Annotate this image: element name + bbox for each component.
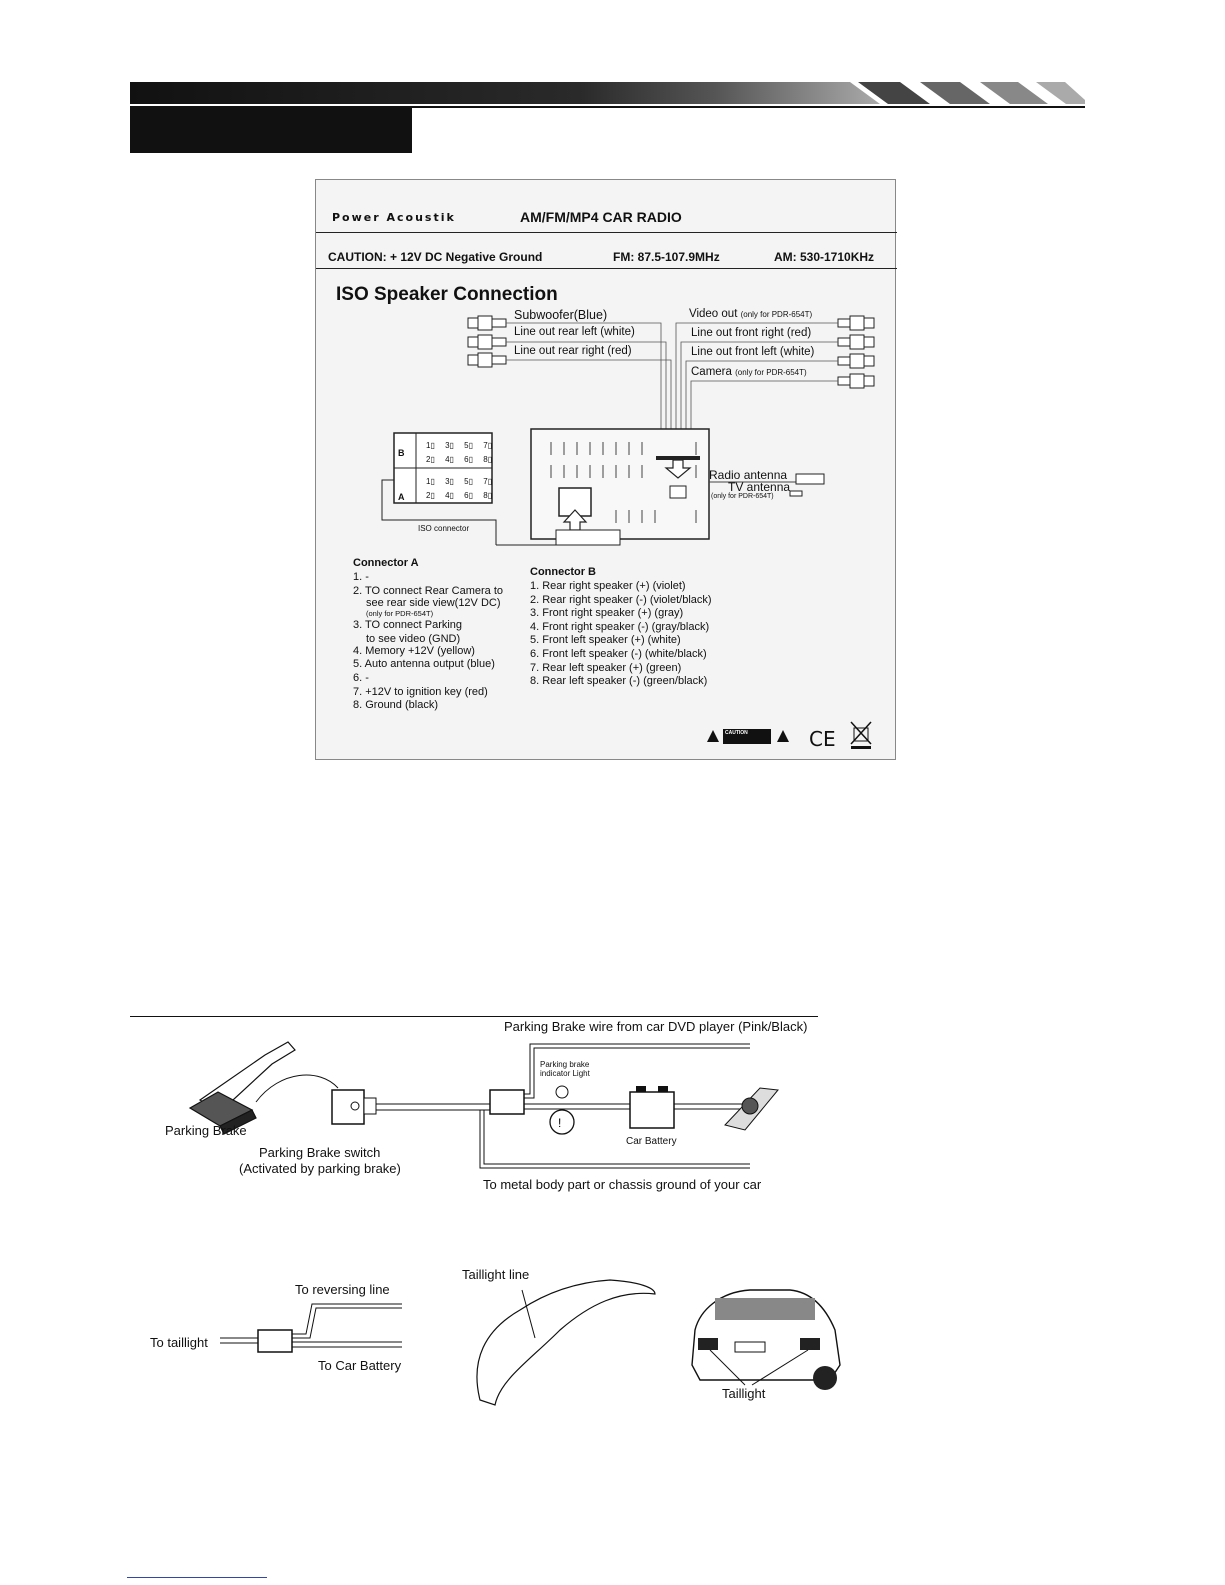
list-item: 5. Auto antenna output (blue) <box>353 658 495 671</box>
brand-logo: Power Acoustik <box>332 211 456 224</box>
trunk-icon <box>477 1280 655 1405</box>
list-item: 4. Memory +12V (yellow) <box>353 644 475 657</box>
video-out-text: Video out <box>689 308 738 320</box>
pin: 4 <box>445 491 450 500</box>
tv-antenna-note: (only for PDR-654T) <box>711 493 774 500</box>
list-item: (only for PDR-654T) <box>366 609 434 619</box>
iso-connector-label: ISO connector <box>418 524 470 533</box>
pb-battery-label: Car Battery <box>626 1136 677 1147</box>
list-item: 5. Front left speaker (+) (white) <box>530 634 681 647</box>
pin: 5 <box>464 441 469 450</box>
pins-a-bottom: 2▯ 4▯ 6▯ 8▯ <box>426 491 493 500</box>
list-item: 7. +12V to ignition key (red) <box>353 685 488 698</box>
battery-out-label: To Car Battery <box>318 1358 402 1373</box>
antenna-plug-icon <box>796 474 824 484</box>
warning-triangle-icon <box>777 730 789 742</box>
am-range: AM: 530-1710KHz <box>774 250 875 264</box>
section-title: ISO Speaker Connection <box>336 284 558 305</box>
fm-range: FM: 87.5-107.9MHz <box>613 250 720 264</box>
camera-text: Camera <box>691 366 732 378</box>
list-item: 6. - <box>353 671 369 684</box>
warning-triangle-icon <box>707 730 719 742</box>
header-band <box>130 82 1085 104</box>
connector-a-list <box>353 571 503 713</box>
taillight-line-label: Taillight line <box>462 1267 530 1282</box>
reversing-label: To reversing line <box>295 1282 390 1297</box>
rca-plug-icon <box>468 316 506 367</box>
connector-a-title: Connector A <box>353 557 419 569</box>
video-out-note: (only for PDR-654T) <box>740 310 813 319</box>
front-right-label: Line out front right (red) <box>691 327 812 339</box>
pin: 3 <box>445 477 450 486</box>
head-unit-rear <box>531 429 709 539</box>
pin: 2 <box>426 455 431 464</box>
pin: 8 <box>483 455 488 464</box>
list-item: 7. Rear left speaker (+) (green) <box>530 661 682 674</box>
taillight-in-label: To taillight <box>150 1335 208 1350</box>
radio-antenna-label: Radio antenna <box>709 468 788 482</box>
pb-switch-note: (Activated by parking brake) <box>239 1161 401 1176</box>
pin: 1 <box>426 441 431 450</box>
list-item: 3. Front right speaker (+) (gray) <box>530 607 684 620</box>
pb-switch-label: Parking Brake switch <box>259 1145 381 1160</box>
pin: 8 <box>483 491 488 500</box>
list-item: 8. Ground (black) <box>353 699 438 712</box>
footer-rule <box>127 1577 267 1579</box>
pin: 1 <box>426 477 431 486</box>
pin: 6 <box>464 491 469 500</box>
list-item: 1. - <box>353 571 369 583</box>
rear-left-label: Line out rear left (white) <box>514 326 635 338</box>
radio-label-sheet <box>315 179 896 760</box>
section-divider <box>130 1016 818 1017</box>
front-left-label: Line out front left (white) <box>691 346 815 358</box>
pins-b-top: 1▯ 3▯ 5▯ 7▯ <box>426 441 493 450</box>
list-item: 8. Rear left speaker (-) (green/black) <box>530 675 708 688</box>
pins-b-bottom: 2▯ 4▯ 6▯ 8▯ <box>426 455 493 464</box>
block-b-letter: B <box>398 448 405 458</box>
wire-connector-icon <box>490 1090 524 1114</box>
list-item: 1. Rear right speaker (+) (violet) <box>530 580 686 592</box>
pb-brake-label: Parking Brake <box>165 1123 247 1138</box>
brake-warning-icon <box>550 1110 574 1134</box>
list-item: to see video (GND) <box>366 632 461 645</box>
indicator-light-icon <box>556 1086 568 1098</box>
pb-ground-label: To metal body part or chassis ground of your car <box>483 1177 762 1192</box>
pin: 7 <box>483 441 488 450</box>
list-item: see rear side view(12V DC) <box>366 597 501 610</box>
pin: 7 <box>483 477 488 486</box>
list-item: 4. Front right speaker (-) (gray/black) <box>530 620 710 633</box>
rca-plug-icon <box>838 316 874 388</box>
product-title: AM/FM/MP4 CAR RADIO <box>520 209 682 225</box>
subwoofer-label: Subwoofer(Blue) <box>514 308 608 322</box>
pb-indicator-label: Parking brake indicator Light <box>540 1060 590 1078</box>
list-item: 6. Front left speaker (-) (white/black) <box>530 647 707 660</box>
list-item: 2. TO connect Rear Camera to <box>353 584 503 597</box>
caution-badge-text: CAUTION <box>725 730 748 736</box>
tv-antenna-label: TV antenna <box>728 480 791 494</box>
connector-b-list <box>530 580 712 689</box>
pin: 3 <box>445 441 450 450</box>
connector-b-title: Connector B <box>530 566 596 578</box>
parking-brake-lever-icon <box>190 1042 295 1134</box>
pin: 4 <box>445 455 450 464</box>
list-item: 2. Rear right speaker (-) (violet/black) <box>530 593 712 606</box>
pin: 5 <box>464 477 469 486</box>
ce-mark: CE <box>809 727 836 751</box>
pins-a-top: 1▯ 3▯ 5▯ 7▯ <box>426 477 493 486</box>
list-item: 3. TO connect Parking <box>353 619 463 632</box>
rear-right-label: Line out rear right (red) <box>514 345 632 357</box>
car-battery-icon <box>630 1092 674 1128</box>
pin: 6 <box>464 455 469 464</box>
block-a-letter: A <box>398 492 405 502</box>
pb-wire-label: Parking Brake wire from car DVD player (Pink/Black) <box>504 1019 808 1034</box>
taillight-label: Taillight <box>722 1386 766 1401</box>
camera-note: (only for PDR-654T) <box>735 368 807 377</box>
svg-text:!: ! <box>558 1116 562 1130</box>
wire-connector-icon <box>258 1330 292 1352</box>
section-tab <box>130 108 412 153</box>
pin: 2 <box>426 491 431 500</box>
caution-text: CAUTION: + 12V DC Negative Ground <box>328 250 543 264</box>
